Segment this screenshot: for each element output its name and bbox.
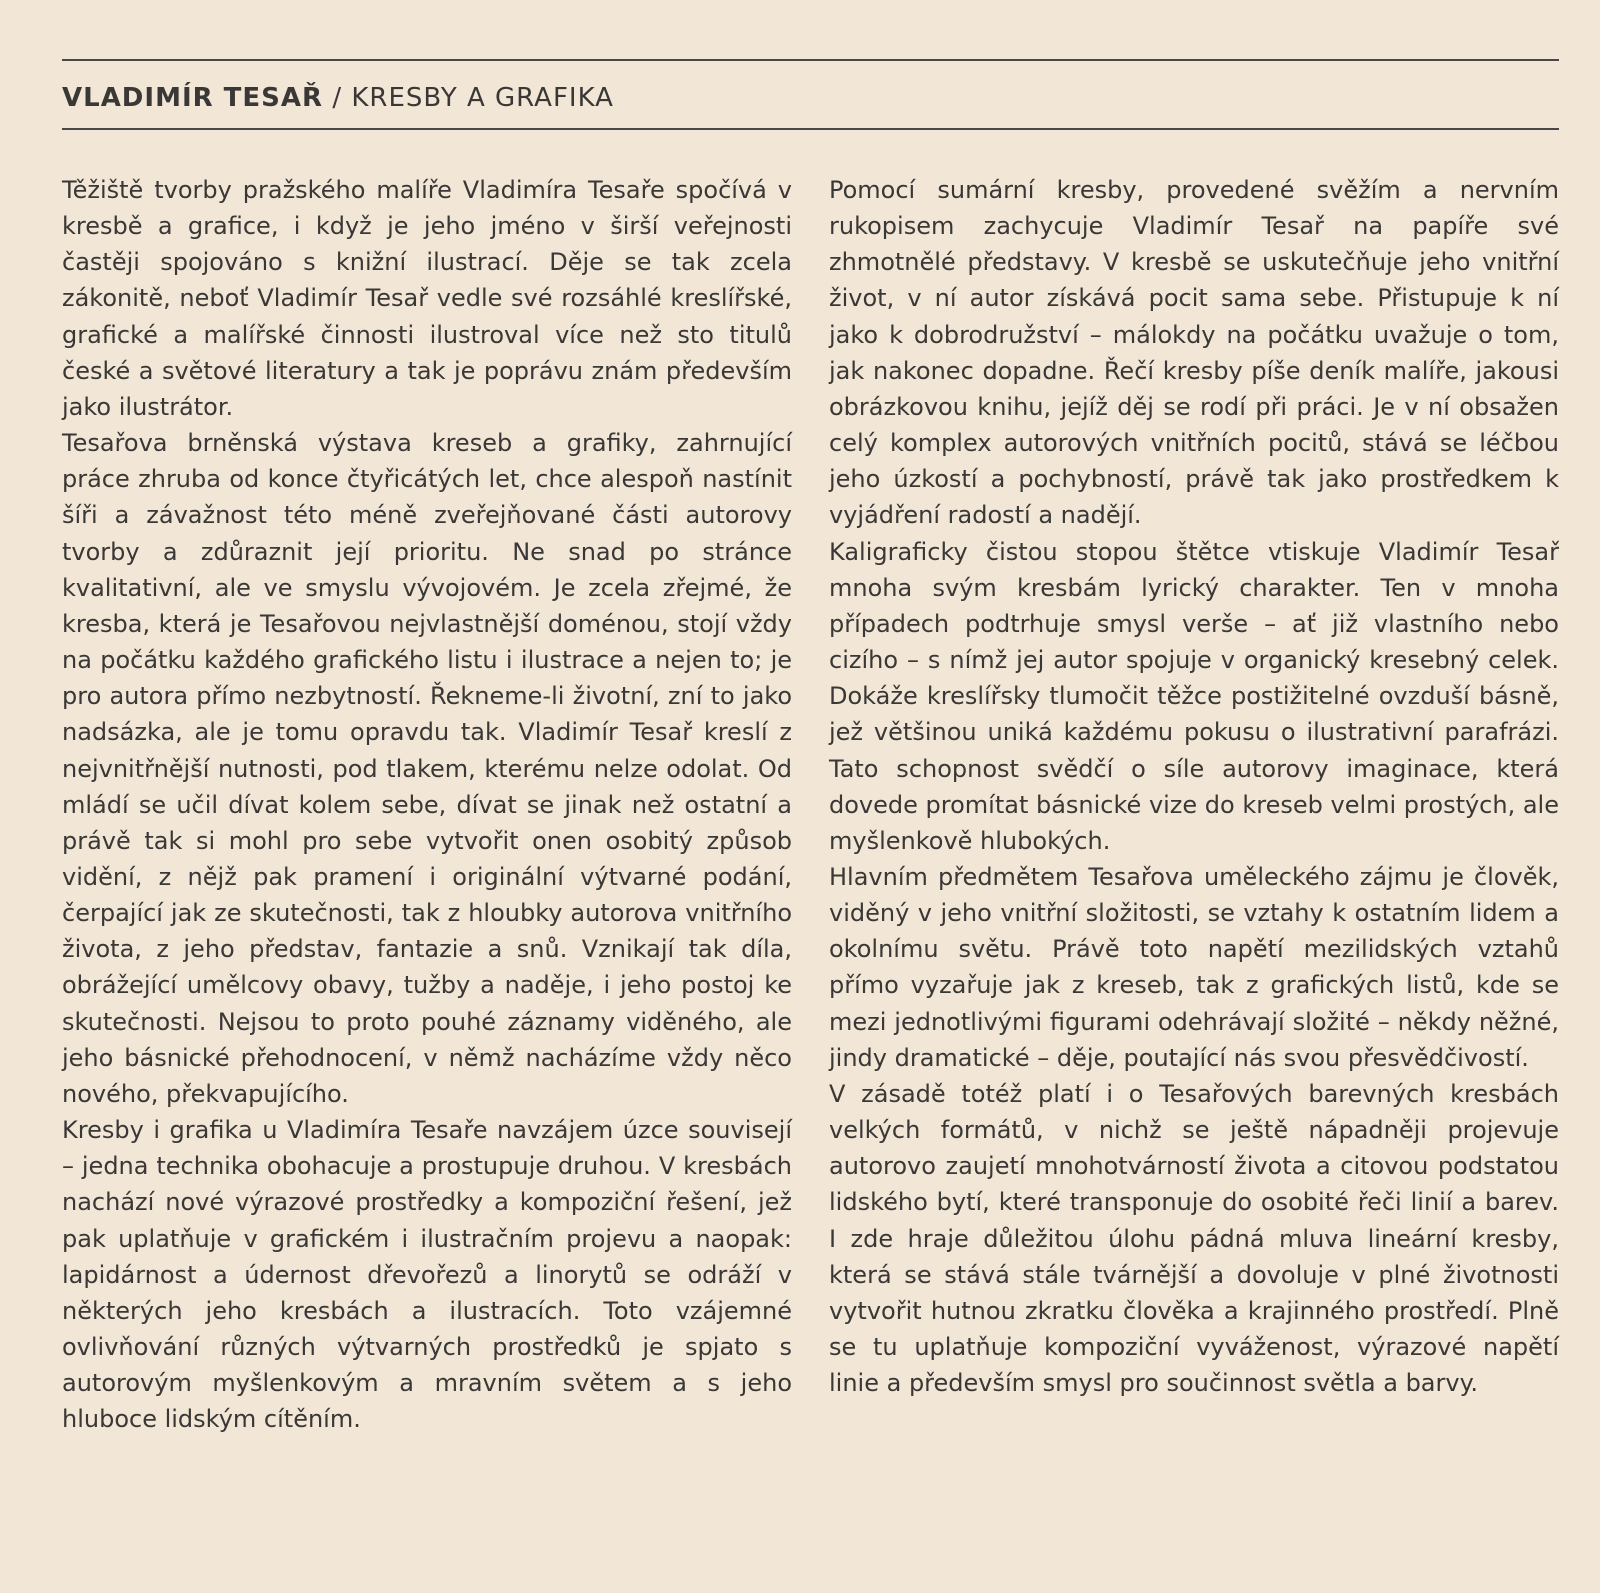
paragraph: Kresby i grafika u Vladimíra Tesaře navzájem úzce souvisejí – jedna technika obohacuje a prostupuje druhou. V kresbách nachází nové výrazové prostředky a kompoziční řešení, jež pak uplatňuje v grafickém i ilustračním projevu a naopak: lapidárnost a údernost dřevořezů a linorytů se odráží v některých jeho kresbách a ilustracích. Toto vzájemné ovlivňování různých výtvarných prostředků je spjato s autorovým myšlenkovým a mravním světem a s jeho hluboce lidským cítěním. <box>62 1116 792 1434</box>
page-header <box>62 80 614 116</box>
left-text-column <box>62 172 792 1437</box>
header-bottom-rule <box>62 128 1559 130</box>
paragraph: V zásadě totéž platí i o Tesařových barevných kresbách velkých formátů, v nichž se ještě nápadněji projevuje autorovo zaujetí mnohotvárností života a citovou podstatou lidského bytí, které transponuje do osobité řeči linií a barev. I zde hraje důležitou úlohu pádná mluva lineární kresby, která se stává stále tvárnější a dovoluje v plné životnosti vytvořit hutnou zkratku člověka a krajinného prostředí. Plně se tu uplatňuje kompoziční vyváženost, výrazové napětí linie a především smysl pro součinnost světla a barvy. <box>829 1079 1559 1398</box>
paragraph: Pomocí sumární kresby, provedené svěžím a nervním rukopisem zachycuje Vladimír Tesař na papíře své zhmotnělé představy. V kresbě se uskutečňuje jeho vnitřní život, v ní autor získává pocit sama sebe. Přistupuje k ní jako k dobrodružství – málokdy na počátku uvažuje o tom, jak nakonec dopadne. Řečí kresby píše deník malíře, jakousi obrázkovou knihu, jejíž děj se rodí při práci. Je v ní obsažen celý komplex autorových vnitřních pocitů, stává se léčbou jeho úzkostí a pochybností, právě tak jako prostředkem k vyjádření radostí a nadějí. <box>829 176 1559 530</box>
paragraph: Hlavním předmětem Tesařova uměleckého zájmu je člověk, viděný v jeho vnitřní složitosti, se vztahy k ostatním lidem a okolnímu světu. Právě toto napětí mezilidských vztahů přímo vyzařuje jak z kreseb, tak z grafických listů, kde se mezi jednotlivými figurami odehrávají složité – někdy něžné, jindy dramatické – děje, poutající nás svou přesvědčivostí. <box>829 862 1559 1072</box>
header-separator: / <box>323 83 352 113</box>
paragraph: Kaligraficky čistou stopou štětce vtiskuje Vladimír Tesař mnoha svým kresbám lyrický charakter. Ten v mnoha případech podtrhuje smysl verše – ať již vlastního nebo cizího – s nímž jej autor spojuje v organický kresebný celek. Dokáže kreslířsky tlumočit těžce postižitelné ovzduší básně, jež většinou uniká každému pokusu o ilustrativní parafrázi. Tato schopnost svědčí o síle autorovy imaginace, která dovede promítat básnické vize do kreseb velmi prostých, ale myšlenkově hlubokých. <box>829 537 1559 855</box>
document-title: KRESBY A GRAFIKA <box>351 83 614 113</box>
author-name: VLADIMÍR TESAŘ <box>62 83 324 113</box>
header-top-rule <box>62 59 1559 61</box>
paragraph: Těžiště tvorby pražského malíře Vladimíra Tesaře spočívá v kresbě a grafice, i když je jeho jméno v širší veřejnosti častěji spojováno s knižní ilustrací. Děje se tak zcela zákonitě, neboť Vladimír Tesař vedle své rozsáhlé kreslířské, grafické a malířské činnosti ilustroval více než sto titulů české a světové literatury a tak je poprávu znám především jako ilustrátor. <box>62 176 792 421</box>
paragraph: Tesařova brněnská výstava kreseb a grafiky, zahrnující práce zhruba od konce čtyřicátých let, chce alespoň nastínit šíři a závažnost této méně zveřejňované části autorovy tvorby a zdůraznit její prioritu. Ne snad po stránce kvalitativní, ale ve smyslu vývojovém. Je zcela zřejmé, že kresba, která je Tesařovou nejvlastnější doménou, stojí vždy na počátku každého grafického listu i ilustrace a nejen to; je pro autora přímo nezbytností. Řekneme-li životní, zní to jako nadsázka, ale je tomu opravdu tak. Vladimír Tesař kreslí z nejvnitřnější nutnosti, pod tlakem, kterému nelze odolat. Od mládí se učil dívat kolem sebe, dívat se jinak než ostatní a právě tak si mohl pro sebe vytvořit onen osobitý způsob vidění, z nějž pak pramení i originální výtvarné podání, čerpající jak ze skutečnosti, tak z hloubky autorova vnitřního života, z jeho představ, fantazie a snů. Vznikají tak díla, obrážející umělcovy obavy, tužby a naděje, i jeho postoj ke skutečnosti. Nejsou to proto pouhé záznamy viděného, ale jeho básnické přehodnocení, v němž nacházíme vždy něco nového, překvapujícího. <box>62 429 792 1108</box>
right-text-column <box>829 172 1559 1401</box>
